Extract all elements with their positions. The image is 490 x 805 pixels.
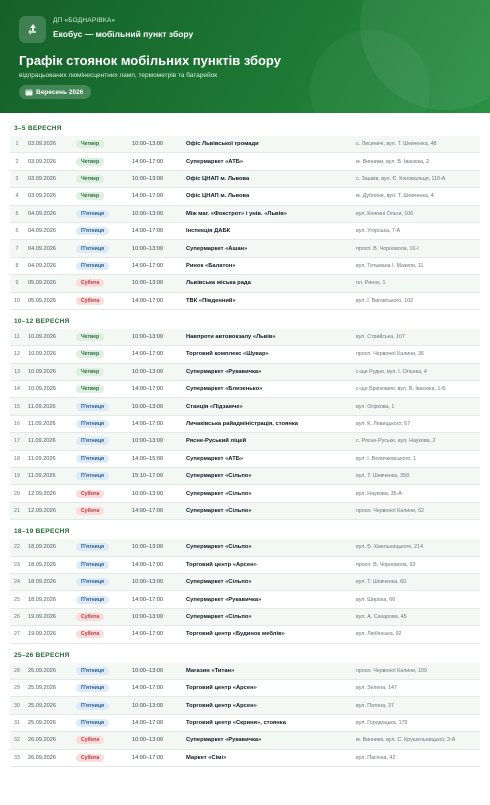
row-day-cell — [76, 578, 132, 586]
row-time: 14:00–17:00 — [132, 421, 164, 428]
row-place: Маркет «Сімі» — [186, 754, 227, 761]
row-number: 1 — [15, 141, 19, 148]
day-badge: Субота — [76, 630, 104, 638]
row-time: 15:10–17:00 — [132, 473, 164, 480]
row-date: 12.09.2026 — [28, 490, 56, 497]
row-day-cell — [76, 702, 132, 710]
row-time: 10:00–13:00 — [132, 490, 164, 497]
row-address: м. Дубляни, вул. Т. Шевченка, 4 — [356, 193, 434, 200]
row-time: 10:00–13:00 — [132, 613, 164, 620]
row-day-cell — [76, 227, 132, 235]
row-day-cell — [76, 262, 132, 270]
row-place: Офіс Львівської громади — [186, 141, 259, 148]
row-day-cell — [76, 455, 132, 463]
day-badge: Четвер — [76, 385, 104, 393]
row-day-cell — [76, 472, 132, 480]
row-number: 18 — [14, 455, 20, 462]
row-address: вул. Угорська, 7-А — [356, 228, 401, 235]
row-day-cell — [76, 245, 132, 253]
row-day-cell — [76, 543, 132, 551]
row-number: 25 — [14, 596, 20, 603]
row-number: 20 — [14, 490, 20, 497]
schedule-section — [0, 314, 490, 520]
table-row[interactable] — [10, 732, 480, 749]
row-time: 14:00–17:00 — [132, 386, 164, 393]
table-row[interactable] — [10, 680, 480, 697]
row-address: просп. В. Чорновола, 16-І — [356, 245, 419, 252]
row-day-cell — [76, 175, 132, 183]
day-badge: П'ятниця — [76, 403, 109, 411]
table-row[interactable] — [10, 750, 480, 767]
day-badge: П'ятниця — [76, 684, 109, 692]
row-address: вул. А. Сахарова, 45 — [356, 613, 407, 620]
row-day-cell — [76, 420, 132, 428]
row-address: вул. Стрийська, 107 — [356, 334, 405, 341]
day-badge: Субота — [76, 736, 104, 744]
row-number: 33 — [14, 754, 20, 761]
row-address: просп. В. Чорновола, 93 — [356, 561, 416, 568]
day-badge: П'ятниця — [76, 543, 109, 551]
row-date: 18.09.2026 — [28, 596, 56, 603]
row-day-cell — [76, 667, 132, 675]
header-banner — [0, 0, 490, 113]
row-day-cell — [76, 368, 132, 376]
row-time: 14:00–17:00 — [132, 596, 164, 603]
day-badge: П'ятниця — [76, 437, 109, 445]
row-time: 14:00–17:00 — [132, 158, 164, 165]
row-place: Супермаркет «Сільпо» — [186, 473, 252, 480]
day-badge: П'ятниця — [76, 227, 109, 235]
section-title: 3–5 ВЕРЕСНЯ — [14, 125, 62, 132]
row-address: вул. Т. Шевченка, 358 — [356, 473, 410, 480]
row-date: 03.09.2026 — [28, 141, 56, 148]
row-number: 28 — [14, 667, 20, 674]
section-rows — [0, 663, 490, 767]
row-place: Супермаркет «Ашан» — [186, 245, 248, 252]
table-row[interactable] — [10, 381, 480, 398]
row-date: 25.09.2026 — [28, 667, 56, 674]
row-number: 4 — [15, 193, 19, 200]
day-badge: П'ятниця — [76, 702, 109, 710]
row-time: 14:00–17:00 — [132, 228, 164, 235]
row-day-cell — [76, 403, 132, 411]
row-time: 10:00–13:00 — [132, 210, 164, 217]
row-place: Львівська міська рада — [186, 280, 251, 287]
page-title: Графік стоянок мобільних пунктів збору — [19, 53, 281, 68]
section-title: 18–19 ВЕРЕСНЯ — [14, 528, 70, 536]
schedule-section — [0, 524, 490, 643]
section-title: 10–12 ВЕРЕСНЯ — [14, 317, 70, 325]
row-place: Супермаркет «Близенько» — [186, 386, 263, 393]
row-place: Магазин «Титан» — [186, 667, 235, 674]
section-rows — [0, 136, 490, 310]
row-address: вул. Зелена, 147 — [356, 685, 397, 692]
row-time: 10:00–13:00 — [132, 245, 164, 252]
row-date: 11.09.2026 — [28, 403, 56, 410]
row-number: 26 — [14, 613, 20, 620]
row-number: 31 — [14, 719, 20, 726]
row-place: Станція «Підзамче» — [186, 403, 243, 410]
row-date: 03.09.2026 — [28, 175, 56, 182]
row-address: с-ще Рудно, вул. І. Огієнка, 4 — [356, 368, 427, 375]
row-address: вул. Патона, 37 — [356, 702, 394, 709]
row-date: 10.09.2026 — [28, 368, 56, 375]
row-place: Торговий центр «Арсен» — [186, 685, 257, 692]
row-date: 10.09.2026 — [28, 351, 56, 358]
row-place: Супермаркет «Рукавичка» — [186, 596, 262, 603]
row-address: вул. К. Левицького, 67 — [356, 421, 411, 428]
day-badge: П'ятниця — [76, 578, 109, 586]
row-time: 10:00–13:00 — [132, 544, 164, 551]
row-address: вул. Княгині Ольги, 106 — [356, 210, 414, 217]
row-address: вул. Тетьмана І. Мазепи, 11 — [356, 262, 424, 269]
row-day-cell — [76, 684, 132, 692]
month-label: Вересень 2026 — [36, 88, 84, 96]
row-day-cell — [76, 297, 132, 305]
row-date: 04.09.2026 — [28, 228, 56, 235]
table-row[interactable] — [10, 293, 480, 310]
row-time: 10:00–13:00 — [132, 737, 164, 744]
table-row[interactable] — [10, 715, 480, 732]
row-number: 12 — [14, 351, 20, 358]
table-row[interactable] — [10, 364, 480, 381]
day-badge: Четвер — [76, 368, 104, 376]
row-place: Супермаркет «Рукавичка» — [186, 737, 262, 744]
day-badge: П'ятниця — [76, 719, 109, 727]
row-date: 10.09.2026 — [28, 334, 56, 341]
page-description: відпрацьованих люмінесцентних ламп, термометрів та батарейок — [19, 72, 218, 79]
row-place: Торговий центр «Будинок меблів» — [186, 631, 285, 638]
day-badge: Субота — [76, 279, 104, 287]
row-number: 7 — [15, 245, 19, 252]
table-row[interactable] — [10, 398, 480, 415]
row-place: Навпроти автовокзалу «Львів» — [186, 334, 276, 341]
row-day-cell — [76, 719, 132, 727]
recycle-icon — [19, 16, 46, 43]
row-day-cell — [76, 192, 132, 200]
row-address: вул. Городоцька, 179 — [356, 719, 408, 726]
row-place: Торговий центр «Арсен» — [186, 702, 257, 709]
day-badge: Четвер — [76, 175, 104, 183]
row-time: 10:00–13:00 — [132, 438, 164, 445]
row-date: 25.09.2026 — [28, 719, 56, 726]
row-day-cell — [76, 507, 132, 515]
row-date: 26.09.2026 — [28, 737, 56, 744]
table-row[interactable] — [10, 188, 480, 205]
row-address: вул. Т. Шевченка, 60 — [356, 579, 407, 586]
table-row[interactable] — [10, 626, 480, 643]
day-badge: Субота — [76, 297, 104, 305]
row-date: 04.09.2026 — [28, 245, 56, 252]
table-row[interactable] — [10, 136, 480, 153]
row-time: 14:00–15:00 — [132, 455, 164, 462]
day-badge: П'ятниця — [76, 245, 109, 253]
row-time: 14:00–17:00 — [132, 297, 164, 304]
row-time: 10:00–13:00 — [132, 702, 164, 709]
row-address: м. Винники, вул. В. Івасюка, 2 — [356, 158, 429, 165]
row-address: просп. Червоної Калини, 62 — [356, 508, 424, 514]
row-day-cell — [76, 158, 132, 166]
row-number: 2 — [15, 158, 19, 165]
row-day-cell — [76, 490, 132, 498]
row-day-cell — [76, 736, 132, 744]
row-time: 10:00–13:00 — [132, 667, 164, 674]
row-date: 25.09.2026 — [28, 702, 56, 709]
day-badge: Субота — [76, 613, 104, 621]
day-badge: Четвер — [76, 192, 104, 200]
row-place: Торговий комплекс «Шувар» — [186, 351, 269, 358]
row-time: 14:00–17:00 — [132, 351, 164, 358]
row-place: Супермаркет «Сільпо» — [186, 613, 252, 620]
row-time: 14:00–17:00 — [132, 754, 164, 761]
row-date: 11.09.2026 — [28, 421, 56, 428]
day-badge: Субота — [76, 507, 104, 515]
row-address: вул. Пасічна, 42 — [356, 754, 396, 761]
table-row[interactable] — [10, 329, 480, 346]
row-date: 19.09.2026 — [28, 631, 56, 638]
table-row[interactable] — [10, 258, 480, 275]
schedule-section — [0, 121, 490, 310]
row-day-cell — [76, 437, 132, 445]
table-row[interactable] — [10, 171, 480, 188]
row-day-cell — [76, 210, 132, 218]
row-place: Ринок «Балатон» — [186, 262, 236, 269]
row-number: 8 — [15, 262, 19, 269]
row-date: 05.09.2026 — [28, 280, 56, 287]
row-time: 10:00–13:00 — [132, 368, 164, 375]
row-date: 18.09.2026 — [28, 579, 56, 586]
row-place: Офіс ЦНАП м. Львова — [186, 193, 250, 200]
row-time: 14:00–17:00 — [132, 685, 164, 692]
row-address: с. Рясне-Руське, вул. Наукова, 2 — [356, 438, 436, 445]
row-number: 27 — [14, 631, 20, 638]
row-time: 10:00–13:00 — [132, 141, 164, 148]
day-badge: Субота — [76, 754, 104, 762]
row-number: 10 — [14, 297, 20, 304]
row-day-cell — [76, 140, 132, 148]
row-date: 11.09.2026 — [28, 473, 56, 480]
row-number: 17 — [14, 438, 20, 445]
row-place: Супермаркет «Рукавичка» — [186, 368, 262, 375]
schedule-section — [0, 648, 490, 767]
row-day-cell — [76, 630, 132, 638]
table-row[interactable] — [10, 206, 480, 223]
day-badge: Четвер — [76, 140, 104, 148]
day-badge: Четвер — [76, 333, 104, 341]
row-time: 10:00–13:00 — [132, 579, 164, 586]
table-row[interactable] — [10, 609, 480, 626]
row-date: 18.09.2026 — [28, 561, 56, 568]
table-row[interactable] — [10, 153, 480, 170]
row-number: 11 — [14, 334, 20, 341]
section-rows — [0, 329, 490, 520]
row-place: Інспекція ДАБК — [186, 228, 231, 235]
row-number: 21 — [14, 508, 20, 514]
row-address: с. Лисиничі, вул. Т. Шевченка, 48 — [356, 141, 437, 148]
row-time: 14:00–17:00 — [132, 193, 164, 200]
row-date: 25.09.2026 — [28, 685, 56, 692]
row-number: 29 — [14, 685, 20, 692]
row-number: 14 — [14, 386, 20, 393]
table-row[interactable] — [10, 451, 480, 468]
day-badge: П'ятниця — [76, 262, 109, 270]
day-badge: Субота — [76, 490, 104, 498]
day-badge: Четвер — [76, 158, 104, 166]
row-place: Офіс ЦНАП м. Львова — [186, 175, 250, 182]
row-place: Супермаркет «Сільпо» — [186, 508, 252, 514]
calendar-icon — [25, 88, 33, 96]
row-number: 30 — [14, 702, 20, 709]
row-number: 15 — [14, 403, 20, 410]
row-place: Супермаркет «Сільпо» — [186, 579, 252, 586]
row-date: 19.09.2026 — [28, 613, 56, 620]
row-time: 10:00–13:00 — [132, 403, 164, 410]
row-date: 04.09.2026 — [28, 262, 56, 269]
row-address: с-ще Брюховичі, вул. В. Івасюка, 1-Б — [356, 386, 446, 393]
table-row[interactable] — [10, 468, 480, 485]
row-place: Супермаркет «АТБ» — [186, 455, 244, 462]
day-badge: П'ятниця — [76, 561, 109, 569]
row-day-cell — [76, 561, 132, 569]
row-address: вул. Б. Хмельницького, 214 — [356, 544, 424, 551]
day-badge: П'ятниця — [76, 455, 109, 463]
row-day-cell — [76, 333, 132, 341]
row-address: вул. І. Величковського, 1 — [356, 455, 417, 462]
row-place: ТВК «Південний» — [186, 297, 236, 304]
row-place: Супермаркет «АТБ» — [186, 158, 244, 165]
row-place: Супермаркет «Сільпо» — [186, 544, 252, 551]
row-date: 03.09.2026 — [28, 158, 56, 165]
row-number: 32 — [14, 737, 20, 744]
day-badge: П'ятниця — [76, 210, 109, 218]
row-number: 23 — [14, 561, 20, 568]
month-selector[interactable] — [19, 85, 91, 99]
row-time: 14:00–17:00 — [132, 508, 164, 514]
row-date: 10.09.2026 — [28, 386, 56, 393]
row-place: Личаківська райадміністрація, стоянка — [186, 421, 298, 428]
day-badge: П'ятниця — [76, 667, 109, 675]
table-row[interactable] — [10, 416, 480, 433]
table-row[interactable] — [10, 346, 480, 363]
row-address: вул. Огіркова, 1 — [356, 403, 395, 410]
row-number: 16 — [14, 421, 20, 428]
row-time: 10:00–13:00 — [132, 175, 164, 182]
table-row[interactable] — [10, 574, 480, 591]
schedule-list — [0, 121, 490, 771]
table-row[interactable] — [10, 557, 480, 574]
table-row[interactable] — [10, 663, 480, 680]
row-day-cell — [76, 279, 132, 287]
row-date: 11.09.2026 — [28, 438, 56, 445]
table-row[interactable] — [10, 240, 480, 257]
row-address: вул. Любінська, 92 — [356, 631, 402, 638]
row-day-cell — [76, 596, 132, 604]
row-day-cell — [76, 613, 132, 621]
row-address: просп. Червоної Калини, 109 — [356, 667, 427, 674]
row-date: 26.09.2026 — [28, 754, 56, 761]
table-row[interactable] — [10, 697, 480, 714]
row-place: Між маг. «Фокстрот» і унів. «Львів» — [186, 210, 288, 217]
row-place: Супермаркет «Сільпо» — [186, 490, 252, 497]
day-badge: П'ятниця — [76, 596, 109, 604]
row-time: 14:00–17:00 — [132, 262, 164, 269]
row-place: Рясне-Руський ліцей — [186, 438, 247, 445]
day-badge: Четвер — [76, 350, 104, 358]
table-row[interactable] — [10, 433, 480, 450]
row-address: пл. Ринок, 1 — [356, 280, 386, 287]
table-row[interactable] — [10, 485, 480, 502]
row-address: с. Зашків, вул. Є. Коновальця, 110-А — [356, 175, 446, 182]
row-address: вул. І. Виговського, 102 — [356, 297, 413, 304]
org-name: ДП «БОДНАРІВКА» — [53, 17, 116, 24]
section-rows — [0, 539, 490, 643]
app-subtitle: Екобус — мобільний пункт збору — [53, 29, 194, 39]
table-row[interactable] — [10, 503, 480, 520]
row-number: 24 — [14, 579, 20, 586]
row-place: Торговий центр «Скриня», стоянка — [186, 719, 286, 726]
table-row[interactable] — [10, 539, 480, 556]
row-address: вул. Наукова, 35-А — [356, 490, 402, 497]
row-day-cell — [76, 754, 132, 762]
row-time: 10:00–13:00 — [132, 280, 164, 287]
row-day-cell — [76, 350, 132, 358]
day-badge: П'ятниця — [76, 472, 109, 480]
section-title: 25–26 ВЕРЕСНЯ — [14, 651, 70, 659]
row-time: 14:00–17:00 — [132, 719, 164, 726]
row-date: 11.09.2026 — [28, 455, 56, 462]
row-number: 13 — [14, 368, 20, 375]
day-badge: П'ятниця — [76, 420, 109, 428]
table-row[interactable] — [10, 223, 480, 240]
row-time: 10:00–13:00 — [132, 334, 164, 341]
row-date: 03.09.2026 — [28, 193, 56, 200]
row-number: 6 — [15, 228, 19, 235]
row-address: просп. Червоної Калини, 36 — [356, 351, 424, 358]
row-number: 22 — [14, 544, 20, 551]
row-number: 9 — [15, 280, 19, 287]
row-time: 14:00–17:00 — [132, 561, 164, 568]
table-row[interactable] — [10, 591, 480, 608]
row-date: 18.09.2026 — [28, 544, 56, 551]
row-day-cell — [76, 385, 132, 393]
row-date: 12.09.2026 — [28, 508, 56, 514]
row-time: 14:00–17:00 — [132, 631, 164, 638]
row-address: вул. Широка, 66 — [356, 596, 396, 603]
row-number: 5 — [15, 210, 19, 217]
row-date: 04.09.2026 — [28, 210, 56, 217]
row-date: 05.09.2026 — [28, 297, 56, 304]
table-row[interactable] — [10, 275, 480, 292]
row-place: Торговий центр «Арсен» — [186, 561, 257, 568]
row-number: 19 — [14, 473, 20, 480]
row-address: м. Винники, вул. С. Крушельницької, 3-А — [356, 737, 456, 744]
row-number: 3 — [15, 175, 19, 182]
